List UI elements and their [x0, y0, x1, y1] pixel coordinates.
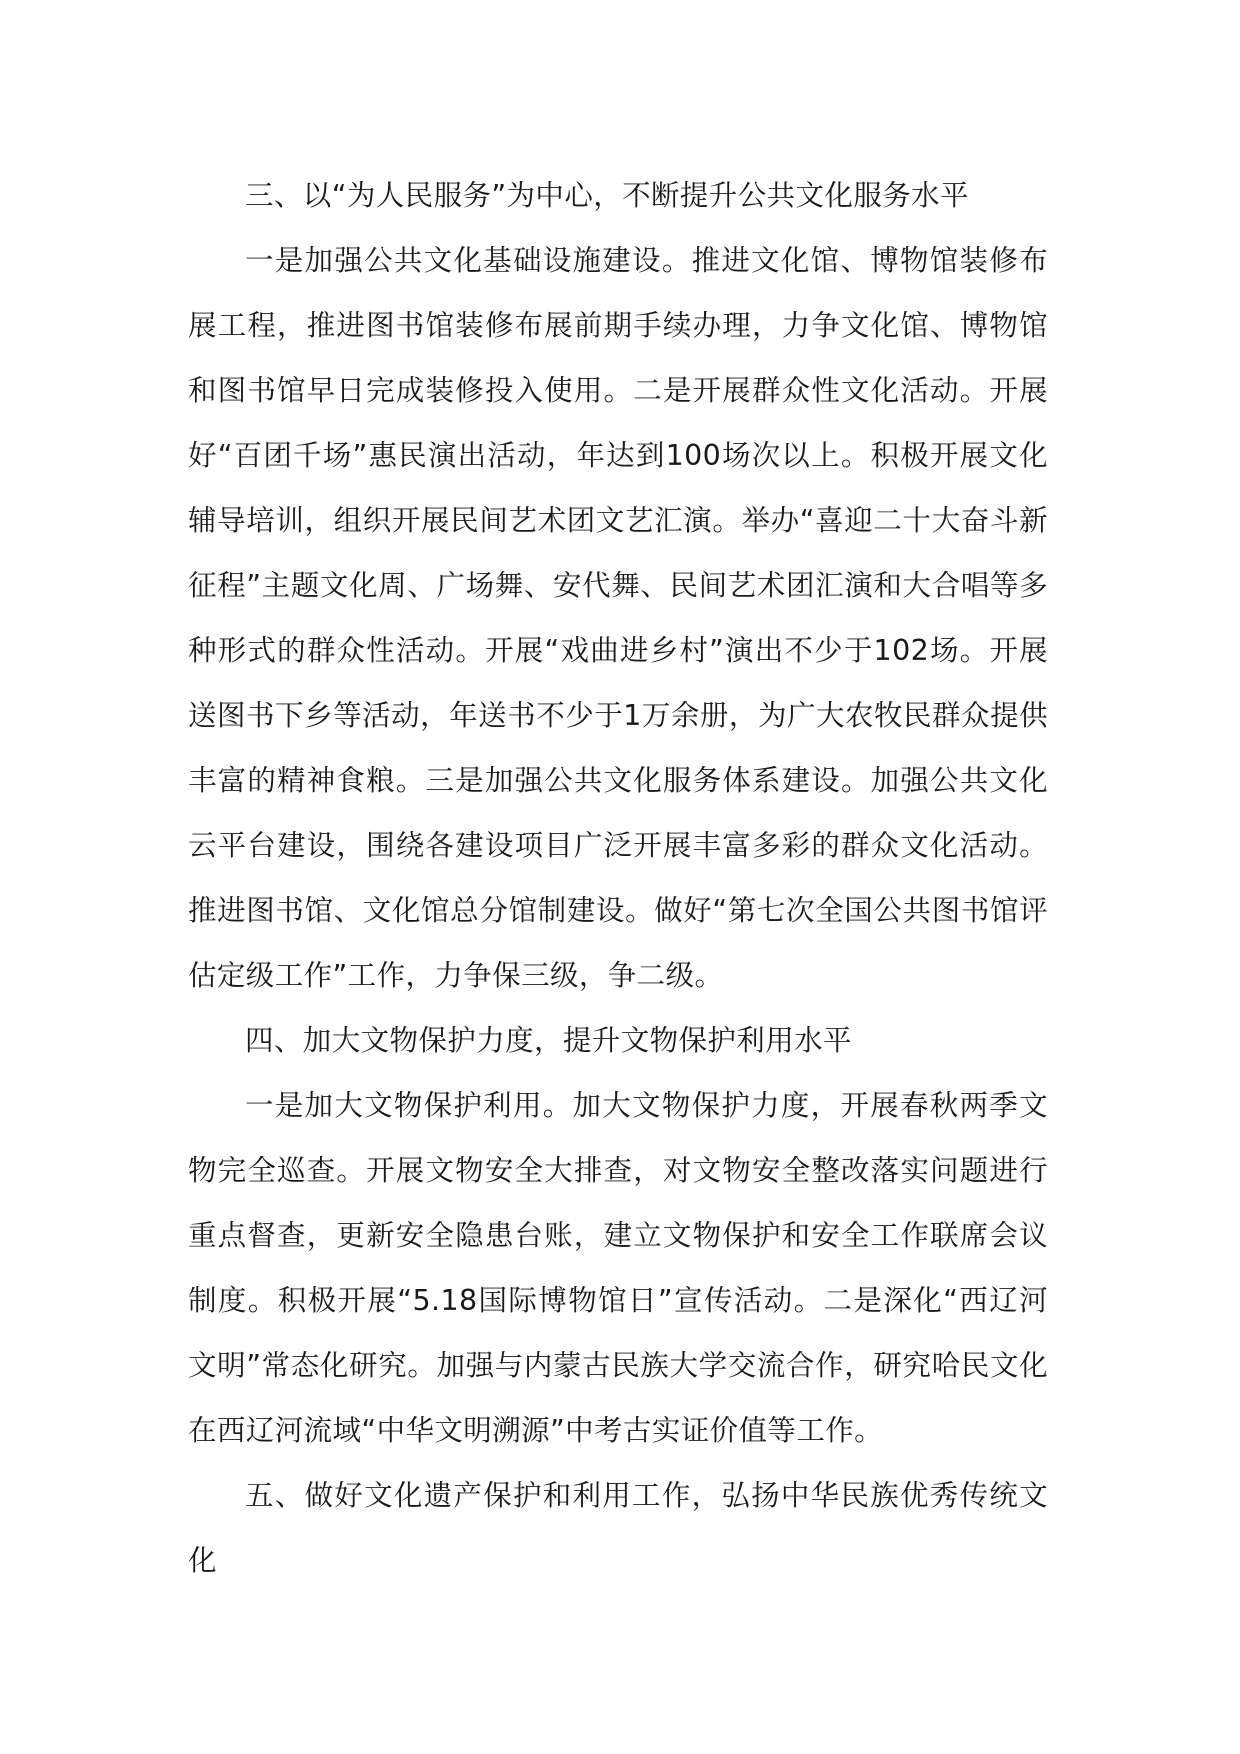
section-heading-4: 四、加大文物保护力度，提升文物保护利用水平	[245, 1024, 852, 1057]
document-body	[188, 163, 1048, 1593]
paragraph-public-culture: 一是加强公共文化基础设施建设。推进文化馆、博物馆装修布展工程，推进图书馆装修布展前期手续办理，力争文化馆、博物馆和图书馆早日完成装修投入使用。二是开展群众性文化活动。开展好“百团千场”惠民演出活动，年达到100场次以上。积极开展文化辅导培训，组织开展民间艺术团文艺汇演。举办“喜迎二十大奋斗新征程”主题文化周、广场舞、安代舞、民间艺术团汇演和大合唱等多种形式的群众性活动。开展“戏曲进乡村”演出不少于102场。开展送图书下乡等活动，年送书不少于1万余册，为广大农牧民群众提供丰富的精神食粮。三是加强公共文化服务体系建设。加强公共文化云平台建设，围绕各建设项目广泛开展丰富多彩的群众文化活动。推进图书馆、文化馆总分馆制建设。做好“第七次全国公共图书馆评估定级工作”工作，力争保三级，争二级。	[188, 244, 1048, 992]
paragraph-cultural-relics: 一是加大文物保护利用。加大文物保护力度，开展春秋两季文物完全巡查。开展文物安全大排查，对文物安全整改落实问题进行重点督查，更新安全隐患台账，建立文物保护和安全工作联席会议制度。积极开展“5.18国际博物馆日”宣传活动。二是深化“西辽河文明”常态化研究。加强与内蒙古民族大学交流合作，研究哈民文化在西辽河流域“中华文明溯源”中考古实证价值等工作。	[188, 1089, 1048, 1447]
section-heading-5: 五、做好文化遗产保护和利用工作，弘扬中华民族优秀传统文化	[188, 1479, 1048, 1577]
section-heading-3: 三、以“为人民服务”为中心，不断提升公共文化服务水平	[245, 179, 969, 212]
